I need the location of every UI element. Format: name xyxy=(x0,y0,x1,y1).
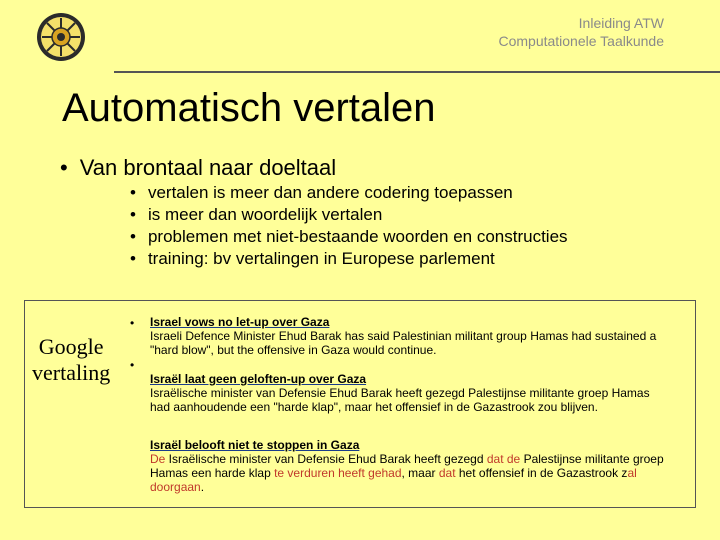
segment: te verduren heeft gehad xyxy=(274,466,402,480)
segment: Israëlische minister van Defensie Ehud Barak heeft gezegd xyxy=(165,452,487,466)
segment: Palestijnse militante groep Hamas een harde klap xyxy=(150,452,664,480)
list-item: • problemen met niet-bestaande woorden en constructies xyxy=(130,227,568,246)
list-item: • vertalen is meer dan andere codering toepassen xyxy=(130,183,513,202)
news-dutch-human-body xyxy=(150,452,670,494)
news-dutch-machine xyxy=(150,372,670,414)
segment: , maar xyxy=(401,466,439,480)
news-dutch-human xyxy=(150,438,670,494)
segment: dat de xyxy=(486,452,521,466)
list-item: • training: bv vertalingen in Europese parlement xyxy=(130,249,495,268)
header-divider xyxy=(114,71,720,73)
main-bullet-text: Van brontaal naar doeltaal xyxy=(79,155,337,180)
bullet-marker: • xyxy=(60,155,68,180)
bullet-marker: • xyxy=(130,316,135,330)
google-label xyxy=(32,334,110,386)
segment: dat xyxy=(438,466,456,480)
news-english-body: Israeli Defence Minister Ehud Barak has said Palestinian militant group Hamas had sustained a "hard blow", but the offensive in Gaza would continue. xyxy=(150,329,657,357)
segment: het offensief in de Gazastrook z xyxy=(455,466,628,480)
main-bullet xyxy=(60,155,336,181)
news-dutch-machine-headline[interactable]: Israël laat geen geloften-up over Gaza xyxy=(150,372,367,386)
header-course: Inleiding ATW xyxy=(578,15,664,31)
slide-title: Automatisch vertalen xyxy=(62,86,436,130)
list-item: • is meer dan woordelijk vertalen xyxy=(130,205,383,224)
google-label-line1: Google xyxy=(38,334,104,359)
news-english xyxy=(150,315,670,357)
google-label-line2: vertaling xyxy=(32,360,111,385)
segment: al doorgaan xyxy=(150,466,637,494)
news-dutch-machine-body: Israëlische minister van Defensie Ehud Barak heeft gezegd Palestijnse militante groep Hamas had aanhoudende een "harde klap", maar het offensief in de Gazastrook zou blijven. xyxy=(150,386,650,414)
header-subject: Computationele Taalkunde xyxy=(498,33,664,49)
bullet-marker: • xyxy=(130,358,135,372)
segment: De xyxy=(150,452,166,466)
university-seal-logo xyxy=(36,12,86,62)
slide-header xyxy=(498,14,664,50)
news-dutch-human-headline[interactable]: Israël belooft niet te stoppen in Gaza xyxy=(150,438,360,452)
news-english-headline[interactable]: Israel vows no let-up over Gaza xyxy=(150,315,330,329)
segment: . xyxy=(200,480,205,494)
sub-bullet-list xyxy=(130,182,568,270)
